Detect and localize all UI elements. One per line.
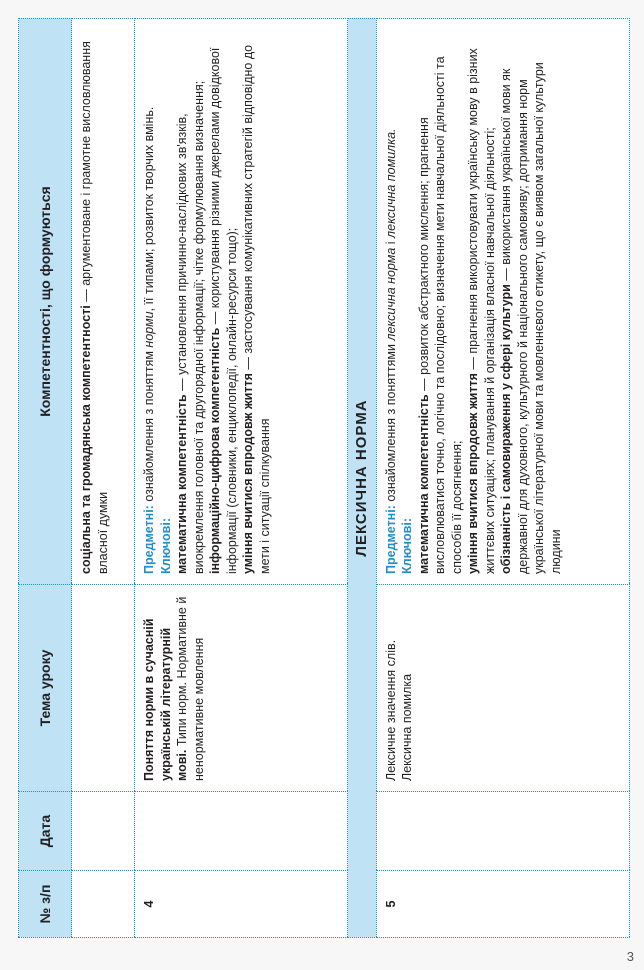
table-header-row — [19, 19, 72, 938]
competence-name: соціальна та громадянська компетентності — [79, 305, 93, 574]
cell-date — [376, 792, 629, 871]
key-competences — [174, 29, 240, 574]
header-topic: Тема уроку — [19, 585, 72, 792]
rotated-page — [18, 18, 610, 938]
competence-text: — користування різними джерелами довідкової інформації (словники, енциклопедії, онлайн-ресурси тощо); — [208, 47, 239, 574]
competence-name: уміння вчитися впродовж життя — [241, 373, 255, 574]
competence-text: — застосування комунікативних стратегій відповідно до мети і ситуації спілкування — [241, 44, 272, 574]
cell-topic — [135, 585, 348, 792]
competence-name: уміння вчитися впродовж життя — [466, 373, 481, 574]
competence-name: математична компетентність — [175, 394, 189, 574]
key-label: Ключові: — [400, 518, 415, 574]
section-title: ЛЕКСИЧНА НОРМА — [348, 19, 377, 938]
cell-date — [135, 792, 348, 871]
subject-term: лексична помилка. — [383, 128, 398, 238]
cell-num-empty — [72, 871, 135, 938]
competence-text: — розвиток абстрактного мислення; прагнення висловлюватися точно, логічно та послідовно; визначення мети навчальної діяльності та способів її досягнення; — [416, 56, 464, 574]
section-row — [348, 19, 377, 938]
key-competences — [498, 29, 564, 574]
header-date: Дата — [19, 792, 72, 871]
subject-tail: , її типами; розвиток творчих вмінь. — [142, 106, 156, 312]
competence-name: інформаційно-цифрова компетентність — [208, 327, 222, 574]
table-row-lesson-4 — [135, 19, 348, 938]
key-competences — [240, 29, 273, 574]
topic-title: Поняття норми в сучасній українській літературній мові. — [142, 618, 189, 781]
cell-num: 4 — [135, 871, 348, 938]
cell-date-empty — [72, 792, 135, 871]
subject-text: ознайомлення з поняттями — [383, 340, 398, 506]
cell-topic: Лексичне значення слів. Лексична помилка — [376, 585, 629, 792]
competence-name: математична компетентність — [416, 394, 431, 574]
cell-competences — [135, 19, 348, 585]
competence-text: — аргументоване і грамотне висловлювання власної думки — [79, 41, 110, 574]
key-competences — [416, 29, 466, 574]
cell-competences-continued — [72, 19, 135, 585]
competence-text: — прагнення використовувати українську мову в різних життєвих ситуаціях; планування й організація власної навчальної діяльності; — [466, 48, 497, 574]
subject-term: норми — [142, 311, 156, 348]
header-competences: Компетентності, що формуються — [19, 19, 72, 585]
subject-term: лексична норма — [383, 247, 398, 341]
page-number: 3 — [626, 949, 634, 964]
key-competences — [465, 29, 498, 574]
lesson-plan-table — [18, 18, 630, 938]
cell-topic-empty — [72, 585, 135, 792]
subject-text: ознайомлення з поняттям — [142, 347, 156, 506]
competence-text: — використання української мови як державної для духовного, культурного й національного самовияву; дотримання норм української літературної мови та мовленнєвого етикету, що є виявом загальної культури людини — [499, 62, 563, 574]
subject-label: Предметні: — [383, 505, 398, 574]
subject-competences — [383, 29, 400, 574]
competence-text: — установлення причинно-наслідкових зв'язків, виокремлення головної та другорядної інформації; чітке формулювання визначення; — [175, 80, 206, 574]
subject-competences — [141, 29, 158, 574]
header-num: № з/п — [19, 871, 72, 938]
key-label: Ключові: — [158, 518, 173, 574]
topic-text: Типи норм. Нормативне й ненормативне мовлення — [175, 596, 206, 781]
subject-label: Предметні: — [142, 505, 156, 574]
subject-text: і — [383, 237, 398, 248]
table-row-lesson-5 — [376, 19, 629, 938]
competence-name: обізнаність і самовираження у сфері культури — [499, 284, 514, 574]
cell-num: 5 — [376, 871, 629, 938]
cell-competences — [376, 19, 629, 585]
table-row-continued — [72, 19, 135, 938]
